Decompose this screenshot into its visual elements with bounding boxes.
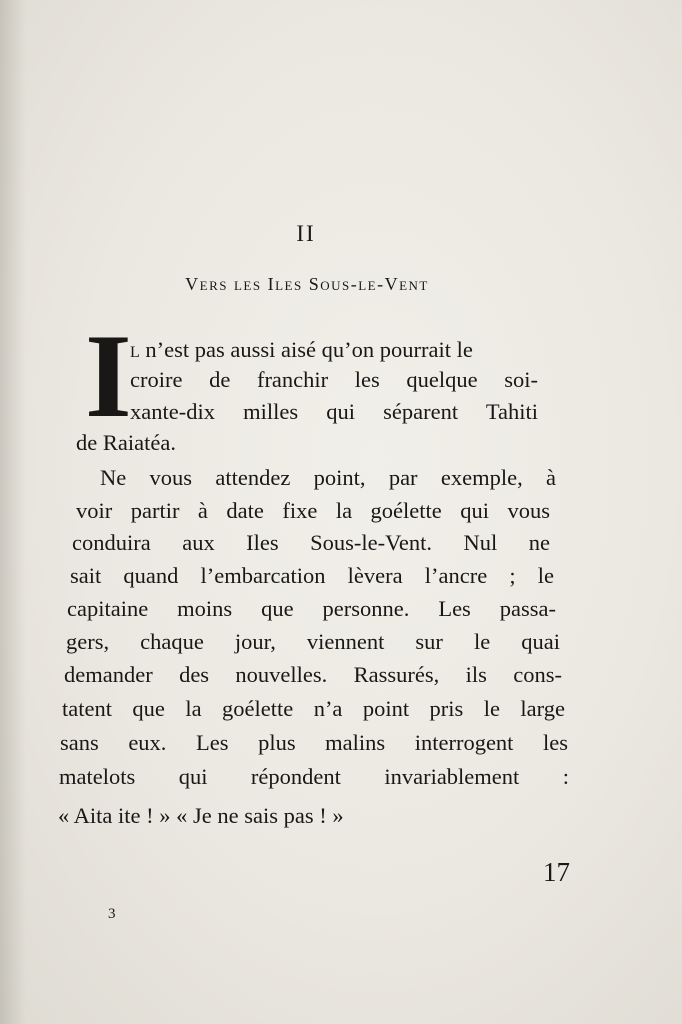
text-line-5: Ne vous attendez point, par exemple, à <box>100 465 556 490</box>
chapter-number: II <box>296 221 316 246</box>
text-line-7: conduira aux Iles Sous-le-Vent. Nul ne <box>72 530 550 555</box>
page-shadow <box>0 0 26 1024</box>
text-line-14: matelots qui répondent invariablement : <box>59 764 569 789</box>
text-line-4: de Raiatéa. <box>76 430 176 455</box>
text-line-1 <box>130 339 538 362</box>
drop-cap: I <box>85 309 132 442</box>
page-number: 17 <box>543 857 570 887</box>
text-line-11: demander des nouvelles. Rassurés, ils cons- <box>64 662 562 687</box>
first-word-smallcap: l <box>130 337 140 362</box>
text-line-12: tatent que la goélette n’a point pris le large <box>62 696 565 721</box>
text-line-15: « Aita ite ! » « Je ne sais pas ! » <box>58 803 344 828</box>
first-line-rest: n’est pas aussi aisé qu’on pourrait le <box>139 337 473 362</box>
text-line-6: voir partir à date fixe la goélette qui vous <box>76 498 550 523</box>
chapter-title: Vers les Iles Sous-le-Vent <box>185 274 429 294</box>
text-line-10: gers, chaque jour, viennent sur le quai <box>66 629 560 654</box>
signature-mark: 3 <box>108 906 116 922</box>
text-line-2: croire de franchir les quelque soi- <box>130 367 538 392</box>
text-line-9: capitaine moins que personne. Les passa- <box>67 596 556 621</box>
text-line-13: sans eux. Les plus malins interrogent les <box>60 730 568 755</box>
text-line-3: xante-dix milles qui séparent Tahiti <box>130 399 538 424</box>
text-line-8: sait quand l’embarcation lèvera l’ancre ; le <box>70 563 554 588</box>
